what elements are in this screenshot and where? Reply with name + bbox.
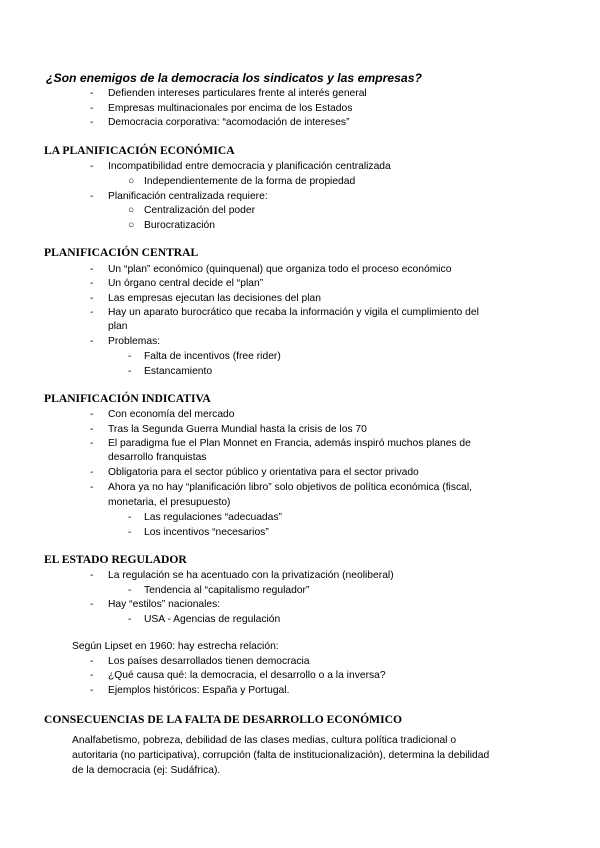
dash-bullet: - bbox=[128, 527, 132, 538]
circle-bullet: ○ bbox=[128, 205, 135, 216]
consequences-paragraph bbox=[72, 733, 542, 778]
dash-bullet: - bbox=[90, 467, 94, 478]
dash-bullet: - bbox=[128, 366, 132, 377]
list-item: Empresas multinacionales por encima de los Estados bbox=[108, 103, 353, 114]
list-item: Un órgano central decide el “plan” bbox=[108, 278, 264, 289]
dash-bullet: - bbox=[90, 599, 94, 610]
list-item: Los incentivos “necesarios” bbox=[144, 527, 269, 538]
list-item: Tras la Segunda Guerra Mundial hasta la crisis de los 70 bbox=[108, 424, 367, 435]
circle-bullet: ○ bbox=[128, 176, 135, 187]
lipset-statement: Según Lipset en 1960: hay estrecha relación: bbox=[72, 641, 279, 652]
list-item: Ejemplos históricos: España y Portugal. bbox=[108, 685, 290, 696]
dash-bullet: - bbox=[90, 278, 94, 289]
list-item-continuation: monetaria, el presupuesto) bbox=[108, 497, 231, 508]
list-item: Las empresas ejecutan las decisiones del plan bbox=[108, 293, 321, 304]
dash-bullet: - bbox=[90, 264, 94, 275]
dash-bullet: - bbox=[90, 307, 94, 318]
list-item: Hay “estilos” nacionales: bbox=[108, 599, 221, 610]
dash-bullet: - bbox=[128, 614, 132, 625]
list-item: Centralización del poder bbox=[144, 205, 256, 216]
list-item-continuation: plan bbox=[108, 321, 128, 332]
list-item: USA - Agencias de regulación bbox=[144, 614, 281, 625]
list-item: La regulación se ha acentuado con la privatización (neoliberal) bbox=[108, 570, 394, 581]
list-item: Los países desarrollados tienen democracia bbox=[108, 656, 310, 667]
list-item: Planificación centralizada requiere: bbox=[108, 191, 268, 202]
dash-bullet: - bbox=[90, 685, 94, 696]
circle-bullet: ○ bbox=[128, 220, 135, 231]
dash-bullet: - bbox=[128, 351, 132, 362]
dash-bullet: - bbox=[90, 656, 94, 667]
list-item: Incompatibilidad entre democracia y planificación centralizada bbox=[108, 161, 391, 172]
list-item: Defienden intereses particulares frente al interés general bbox=[108, 88, 367, 99]
list-item: Burocratización bbox=[144, 220, 215, 231]
list-item: Con economía del mercado bbox=[108, 409, 235, 420]
dash-bullet: - bbox=[90, 570, 94, 581]
section-heading: EL ESTADO REGULADOR bbox=[44, 553, 187, 566]
dash-bullet: - bbox=[90, 117, 94, 128]
dash-bullet: - bbox=[128, 585, 132, 596]
section-heading: CONSECUENCIAS DE LA FALTA DE DESARROLLO ECONÓMICO bbox=[44, 713, 402, 726]
dash-bullet: - bbox=[90, 103, 94, 114]
list-item: Obligatoria para el sector público y orientativa para el sector privado bbox=[108, 467, 419, 478]
list-item: Falta de incentivos (free rider) bbox=[144, 351, 281, 362]
dash-bullet: - bbox=[90, 482, 94, 493]
dash-bullet: - bbox=[90, 424, 94, 435]
list-item: ¿Qué causa qué: la democracia, el desarrollo o a la inversa? bbox=[108, 670, 386, 681]
dash-bullet: - bbox=[90, 409, 94, 420]
list-item: Problemas: bbox=[108, 336, 161, 347]
paragraph-line: Analfabetismo, pobreza, debilidad de las clases medias, cultura política tradicional o bbox=[72, 735, 457, 746]
list-item: Las regulaciones “adecuadas” bbox=[144, 512, 282, 523]
list-item: El paradigma fue el Plan Monnet en Francia, además inspiró muchos planes de bbox=[108, 438, 471, 449]
section-heading: LA PLANIFICACIÓN ECONÓMICA bbox=[44, 144, 235, 157]
list-item: Ahora ya no hay “planificación libro” solo objetivos de política económica (fiscal, bbox=[108, 482, 473, 493]
dash-bullet: - bbox=[128, 512, 132, 523]
dash-bullet: - bbox=[90, 88, 94, 99]
list-item: Estancamiento bbox=[144, 366, 213, 377]
question-heading: ¿Son enemigos de la democracia los sindicatos y las empresas? bbox=[46, 71, 422, 85]
list-item: Hay un aparato burocrático que recaba la información y vigila el cumplimiento del bbox=[108, 307, 479, 318]
list-item: Independientemente de la forma de propiedad bbox=[144, 176, 356, 187]
list-item: Tendencia al “capitalismo regulador” bbox=[144, 585, 310, 596]
list-item: Democracia corporativa: “acomodación de intereses” bbox=[108, 117, 350, 128]
dash-bullet: - bbox=[90, 161, 94, 172]
dash-bullet: - bbox=[90, 293, 94, 304]
paragraph-line: de la democracia (ej: Sudáfrica). bbox=[72, 765, 221, 776]
dash-bullet: - bbox=[90, 336, 94, 347]
dash-bullet: - bbox=[90, 670, 94, 681]
list-item-continuation: desarrollo franquistas bbox=[108, 452, 207, 463]
section-heading: PLANIFICACIÓN CENTRAL bbox=[44, 246, 199, 259]
dash-bullet: - bbox=[90, 438, 94, 449]
section-heading: PLANIFICACIÓN INDICATIVA bbox=[44, 392, 211, 405]
list-item: Un “plan” económico (quinquenal) que organiza todo el proceso económico bbox=[108, 264, 452, 275]
paragraph-line: autoritaria (no participativa), corrupción (falta de institucionalización), determina la debilidad bbox=[72, 750, 490, 761]
dash-bullet: - bbox=[90, 191, 94, 202]
